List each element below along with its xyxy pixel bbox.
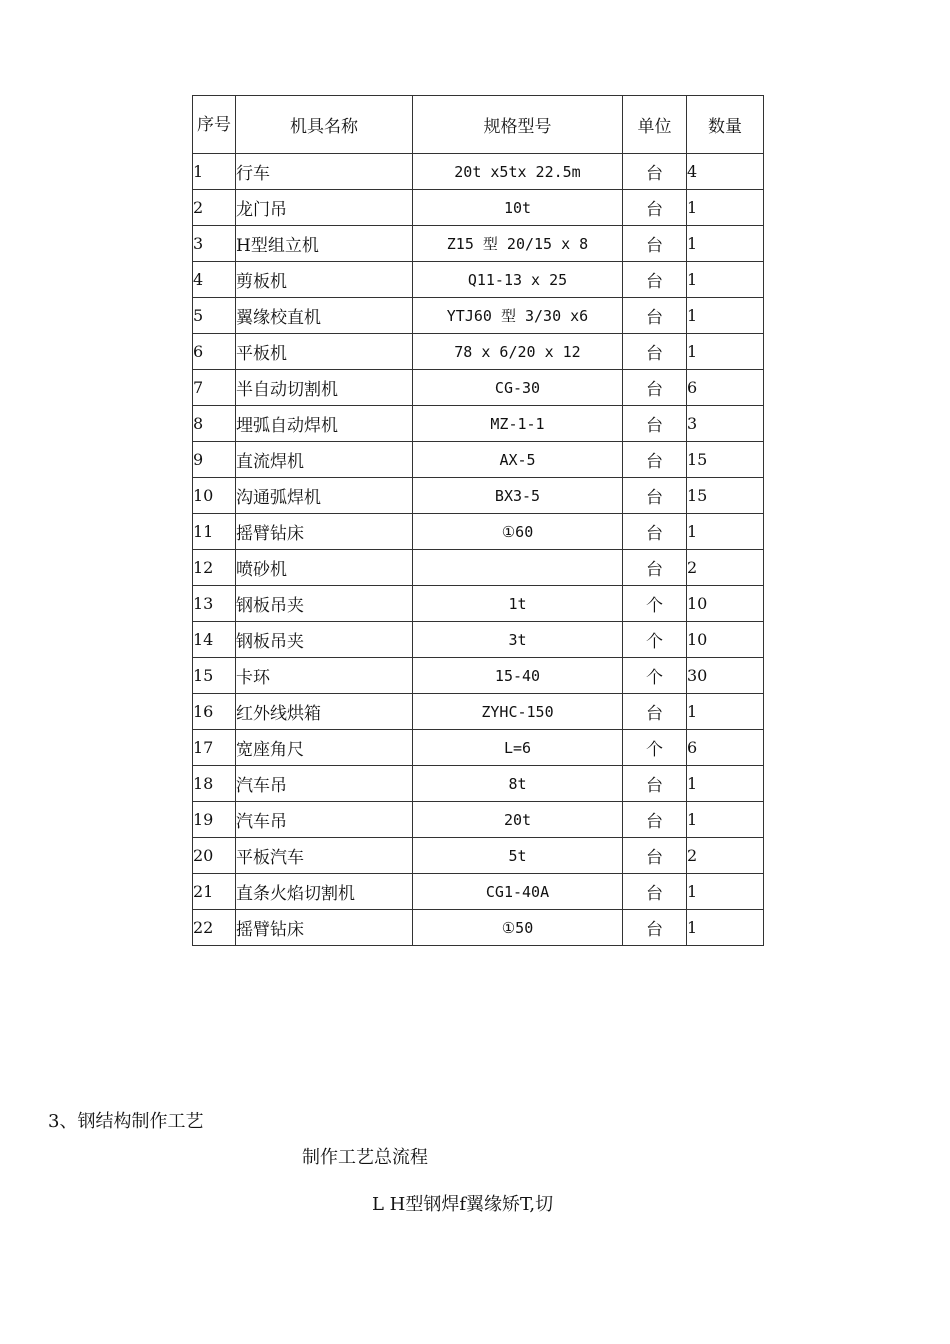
cell-name: 平板机	[236, 334, 413, 370]
cell-name: 摇臂钻床	[236, 514, 413, 550]
cell-unit: 台	[623, 334, 687, 370]
cell-spec: 5t	[413, 838, 623, 874]
cell-name: H型组立机	[236, 226, 413, 262]
cell-no: 15	[193, 658, 236, 694]
cell-name: 钢板吊夹	[236, 586, 413, 622]
cell-unit: 台	[623, 910, 687, 946]
cell-unit: 台	[623, 442, 687, 478]
cell-no: 18	[193, 766, 236, 802]
cell-no: 5	[193, 298, 236, 334]
cell-spec: 78 x 6/20 x 12	[413, 334, 623, 370]
cell-name: 半自动切割机	[236, 370, 413, 406]
table-row	[193, 874, 764, 910]
header-name: 机具名称	[236, 96, 413, 154]
cell-no: 11	[193, 514, 236, 550]
table-row	[193, 298, 764, 334]
cell-no: 17	[193, 730, 236, 766]
cell-spec: BX3-5	[413, 478, 623, 514]
cell-unit: 台	[623, 262, 687, 298]
cell-no: 6	[193, 334, 236, 370]
cell-spec: L=6	[413, 730, 623, 766]
cell-qty: 15	[687, 478, 764, 514]
cell-qty: 15	[687, 442, 764, 478]
table-header-row	[193, 96, 764, 154]
cell-spec: 3t	[413, 622, 623, 658]
cell-name: 红外线烘箱	[236, 694, 413, 730]
table-row	[193, 370, 764, 406]
cell-qty: 30	[687, 658, 764, 694]
cell-no: 21	[193, 874, 236, 910]
table-row	[193, 586, 764, 622]
cell-name: 汽车吊	[236, 766, 413, 802]
cell-unit: 台	[623, 298, 687, 334]
header-no: 序号	[193, 96, 236, 154]
cell-spec: ZYHC-150	[413, 694, 623, 730]
cell-unit: 台	[623, 550, 687, 586]
table-row	[193, 262, 764, 298]
cell-qty: 10	[687, 586, 764, 622]
cell-unit: 台	[623, 802, 687, 838]
cell-no: 7	[193, 370, 236, 406]
cell-spec: 1t	[413, 586, 623, 622]
cell-spec: ①50	[413, 910, 623, 946]
cell-name: 埋弧自动焊机	[236, 406, 413, 442]
table-row	[193, 514, 764, 550]
cell-no: 12	[193, 550, 236, 586]
cell-spec: Q11-13 x 25	[413, 262, 623, 298]
cell-spec: 20t x5tx 22.5m	[413, 154, 623, 190]
cell-no: 22	[193, 910, 236, 946]
cell-spec: CG-30	[413, 370, 623, 406]
cell-unit: 台	[623, 766, 687, 802]
table-row	[193, 838, 764, 874]
cell-name: 钢板吊夹	[236, 622, 413, 658]
cell-spec: 8t	[413, 766, 623, 802]
table-row	[193, 910, 764, 946]
cell-name: 沟通弧焊机	[236, 478, 413, 514]
cell-unit: 台	[623, 694, 687, 730]
cell-qty: 10	[687, 622, 764, 658]
cell-qty: 6	[687, 730, 764, 766]
cell-name: 汽车吊	[236, 802, 413, 838]
section-heading: 3、钢结构制作工艺	[48, 1111, 204, 1132]
cell-no: 4	[193, 262, 236, 298]
cell-no: 20	[193, 838, 236, 874]
cell-unit: 台	[623, 406, 687, 442]
cell-qty: 1	[687, 802, 764, 838]
cell-qty: 2	[687, 550, 764, 586]
cell-qty: 4	[687, 154, 764, 190]
cell-qty: 1	[687, 262, 764, 298]
equipment-table	[192, 95, 764, 946]
cell-name: 宽座角尺	[236, 730, 413, 766]
cell-name: 直流焊机	[236, 442, 413, 478]
cell-no: 9	[193, 442, 236, 478]
cell-qty: 2	[687, 838, 764, 874]
cell-name: 剪板机	[236, 262, 413, 298]
cell-qty: 1	[687, 910, 764, 946]
cell-no: 19	[193, 802, 236, 838]
cell-spec: 20t	[413, 802, 623, 838]
cell-no: 2	[193, 190, 236, 226]
cell-spec: AX-5	[413, 442, 623, 478]
cell-spec: CG1-40A	[413, 874, 623, 910]
table-row	[193, 622, 764, 658]
table-row	[193, 694, 764, 730]
cell-qty: 1	[687, 874, 764, 910]
cell-unit: 台	[623, 838, 687, 874]
cell-unit: 台	[623, 154, 687, 190]
table-row	[193, 730, 764, 766]
cell-no: 13	[193, 586, 236, 622]
cell-name: 行车	[236, 154, 413, 190]
cell-spec: ①60	[413, 514, 623, 550]
cell-unit: 个	[623, 622, 687, 658]
cell-spec: Z15 型 20/15 x 8	[413, 226, 623, 262]
header-qty: 数量	[687, 96, 764, 154]
process-flow-line: L H型钢焊f翼缘矫T,切	[372, 1194, 554, 1215]
cell-no: 3	[193, 226, 236, 262]
cell-qty: 1	[687, 190, 764, 226]
cell-qty: 1	[687, 514, 764, 550]
cell-no: 8	[193, 406, 236, 442]
process-subheading: 制作工艺总流程	[302, 1147, 428, 1168]
cell-no: 10	[193, 478, 236, 514]
cell-qty: 1	[687, 298, 764, 334]
cell-qty: 1	[687, 226, 764, 262]
cell-unit: 个	[623, 730, 687, 766]
cell-name: 平板汽车	[236, 838, 413, 874]
cell-qty: 6	[687, 370, 764, 406]
table-row	[193, 802, 764, 838]
cell-no: 14	[193, 622, 236, 658]
cell-name: 喷砂机	[236, 550, 413, 586]
table-row	[193, 658, 764, 694]
cell-name: 直条火焰切割机	[236, 874, 413, 910]
cell-no: 1	[193, 154, 236, 190]
cell-unit: 台	[623, 874, 687, 910]
cell-unit: 台	[623, 478, 687, 514]
cell-unit: 台	[623, 190, 687, 226]
table-row	[193, 226, 764, 262]
cell-name: 卡环	[236, 658, 413, 694]
header-unit: 单位	[623, 96, 687, 154]
cell-qty: 1	[687, 766, 764, 802]
table-row	[193, 766, 764, 802]
cell-unit: 台	[623, 514, 687, 550]
table-row	[193, 478, 764, 514]
cell-spec: 10t	[413, 190, 623, 226]
table-row	[193, 334, 764, 370]
cell-spec: MZ-1-1	[413, 406, 623, 442]
table-row	[193, 190, 764, 226]
header-spec: 规格型号	[413, 96, 623, 154]
cell-unit: 个	[623, 586, 687, 622]
cell-spec: 15-40	[413, 658, 623, 694]
table-row	[193, 442, 764, 478]
cell-qty: 1	[687, 334, 764, 370]
cell-unit: 台	[623, 226, 687, 262]
cell-qty: 3	[687, 406, 764, 442]
cell-unit: 个	[623, 658, 687, 694]
cell-unit: 台	[623, 370, 687, 406]
cell-no: 16	[193, 694, 236, 730]
table-row	[193, 154, 764, 190]
cell-name: 摇臂钻床	[236, 910, 413, 946]
table-row	[193, 550, 764, 586]
cell-name: 翼缘校直机	[236, 298, 413, 334]
table-row	[193, 406, 764, 442]
cell-spec	[413, 550, 623, 586]
cell-name: 龙门吊	[236, 190, 413, 226]
table-body	[193, 154, 764, 946]
cell-qty: 1	[687, 694, 764, 730]
cell-spec: YTJ60 型 3/30 x6	[413, 298, 623, 334]
